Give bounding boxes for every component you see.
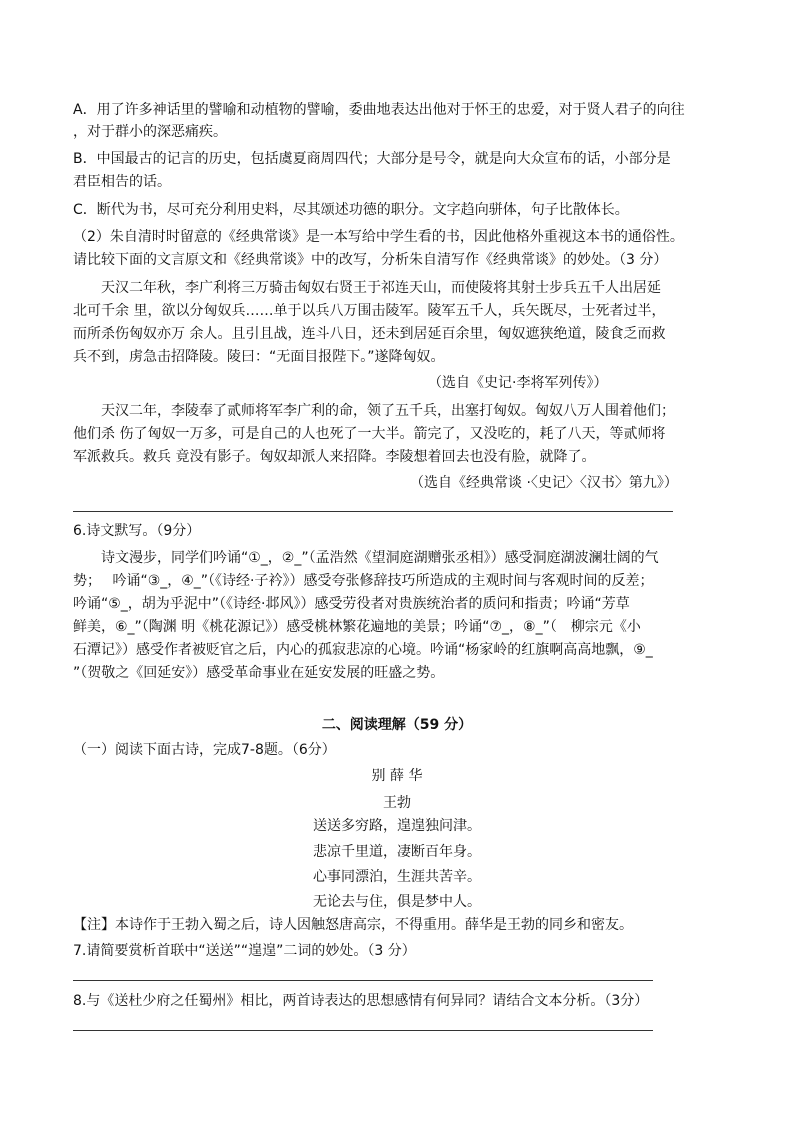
poem-note: 【注】本诗作于王勃入蜀之后，诗人因触怒唐高宗，不得重用。薛华是王勃的同乡和密友。 xyxy=(73,917,633,933)
q6-title: 6.诗文默写。（9分） xyxy=(73,523,201,539)
rewrite-line-1: 天汉二年，李陵奉了贰师将军李广利的命，领了五千兵，出塞打匈奴。匈奴八万人围着他们； xyxy=(101,403,675,419)
q6-line-5: 石潭记》）感受作者被贬官之后，内心的孤寂悲凉的心境。吟诵“杨家岭的红旗啊高高地飘，⑨_ xyxy=(73,642,653,658)
rewrite-source: （选自《经典常谈 ·〈史记〉〈汉书〉第九》） xyxy=(410,475,678,491)
q6-line-6: ”（贺敬之《回延安》）感受革命事业在延安发展的旺盛之势。 xyxy=(73,665,445,681)
answer-line-q8 xyxy=(73,1030,653,1031)
rewrite-line-2: 他们杀 伤了匈奴一万多，可是自己的人也死了一大半。箭完了，又没吃的，耗了八天，等贰师将 xyxy=(73,426,666,442)
original-text-line-1: 天汉二年秋，李广利将三万骑击匈奴右贤王于祁连天山，而使陵将其射士步兵五千人出居延 xyxy=(101,280,661,296)
poem-line-3: 心事同漂泊，生涯共苦辛。 xyxy=(313,869,481,885)
original-text-line-2: 北可千余 里，欲以分匈奴兵……单于以兵八万围击陵军。陵军五千人，兵矢既尽，士死者过半， xyxy=(73,303,666,319)
section-2-title: 二、阅读理解（59 分） xyxy=(321,717,473,733)
q7-question: 7.请简要赏析首联中“送送”“遑遑”二词的妙处。（3 分） xyxy=(73,943,416,959)
q6-line-3: 吟诵“⑤_，胡为乎泥中”（《诗经·邶风》）感受劳役者对贵族统治者的质问和指责；吟诵“芳草 xyxy=(73,596,630,612)
poem-line-2: 悲凉千里道，凄断百年身。 xyxy=(313,844,481,860)
option-b-line-2: 君臣相告的话。 xyxy=(73,174,171,190)
q6-line-2: 势； 吟诵“③_，④_”（《诗经·子衿》）感受夸张修辞技巧所造成的主观时间与客观时间的反差； xyxy=(73,573,654,589)
poem-author: 王勃 xyxy=(383,795,411,811)
poem-title: 别 薛 华 xyxy=(371,768,423,784)
answer-line-q7 xyxy=(73,980,653,981)
poem-line-4: 无论去与住，俱是梦中人。 xyxy=(313,894,481,910)
q8-question: 8.与《送杜少府之任蜀州》相比，两首诗表达的思想感情有何异同？请结合文本分析。（3分） xyxy=(73,993,649,1009)
option-a-line-2: ，对于群小的深恶痛疾。 xyxy=(73,124,227,140)
option-a-line-1: A．用了许多神话里的譬喻和动植物的譬喻，委曲地表达出他对于怀王的忠爱，对于贤人君子的向往 xyxy=(73,102,685,118)
option-b-line-1: B．中国最古的记言的历史，包括虞夏商周四代；大部分是号令，就是向大众宣布的话，小部分是 xyxy=(73,151,671,167)
section-2-part-1: （一）阅读下面古诗，完成7-8题。（6分） xyxy=(73,742,336,758)
answer-line-q5 xyxy=(73,511,673,512)
original-text-line-3: 而所杀伤匈奴亦万 余人。且引且战，连斗八日，还未到居延百余里，匈奴遮狭绝道，陵食乏而救 xyxy=(73,326,666,342)
option-c-line-1: C．断代为书，尽可充分利用史料，尽其颂述功德的职分。文字趋向骈体，句子比散体长。 xyxy=(73,202,629,218)
poem-line-1: 送送多穷路，遑遑独问津。 xyxy=(313,818,481,834)
q6-line-4: 鲜美，⑥_”（陶渊 明《桃花源记》）感受桃林繁花遍地的美景；吟诵“⑦_，⑧_”（ 柳宗元《小 xyxy=(73,619,641,635)
rewrite-line-3: 军派救兵。救兵 竟没有影子。匈奴却派人来招降。李陵想着回去也没有脸，就降了。 xyxy=(73,449,596,465)
original-text-line-4: 兵不到，虏急击招降陵。陵曰：“无面目报陛下。”遂降匈奴。 xyxy=(73,349,445,365)
q6-line-1: 诗文漫步，同学们吟诵“①_，②_”（孟浩然《望洞庭湖赠张丞相》）感受洞庭湖波澜壮阔的气 xyxy=(101,550,659,566)
q5-part2-line-2: 请比较下面的文言原文和《经典常谈》中的改写，分析朱自清写作《经典常谈》的妙处。（3 分） xyxy=(73,252,668,268)
original-source: （选自《史记·李将军列传》） xyxy=(428,375,608,391)
q5-part2-line-1: （2）朱自清时时留意的《经典常谈》是一本写给中学生看的书，因此他格外重视这本书的通俗性。 xyxy=(73,229,684,245)
